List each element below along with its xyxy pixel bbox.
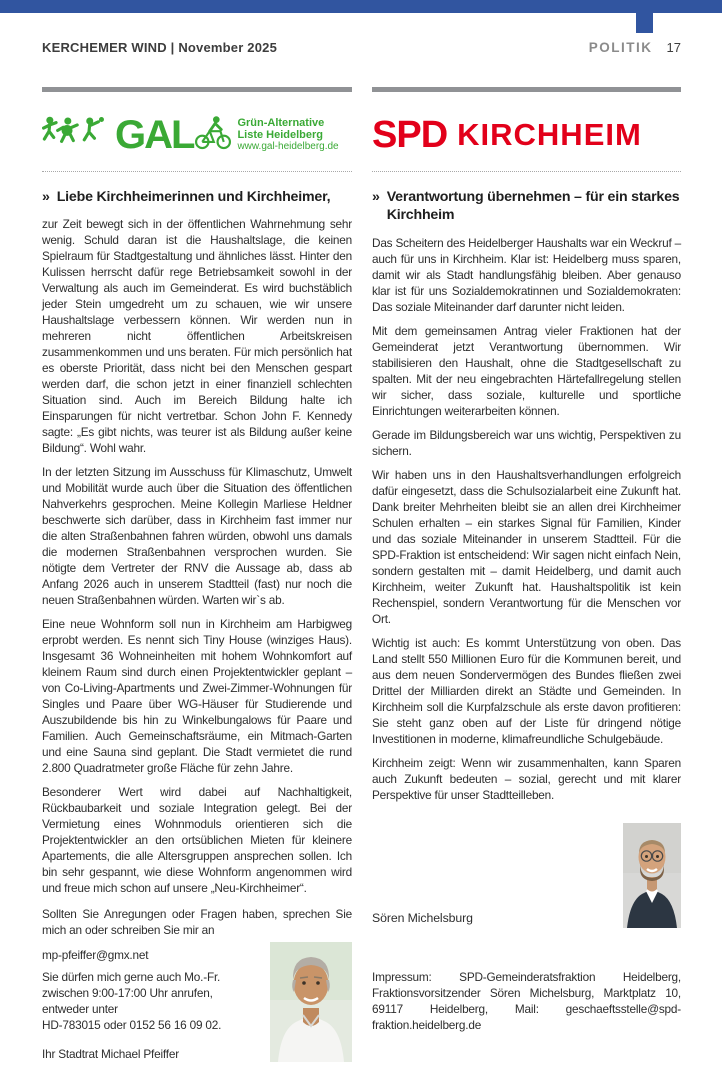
spd-logo: [372, 113, 642, 156]
article-paragraph: Kirchheim zeigt: Wenn wir zusammenhalten, kann Sparen auch Zukunft bedeuten – sozial, gerecht und mit klarer Perspektive für unser Stadtteilleben.: [372, 755, 681, 802]
contact-intro: Sollten Sie Anregungen oder Fragen haben, sprechen Sie mich an oder schreiben Sie mir an: [42, 907, 352, 938]
gal-logo: [42, 112, 352, 157]
gal-tagline-line1: Grün-Alternative: [237, 116, 325, 129]
article-paragraph: Wichtig ist auch: Es kommt Unterstützung von oben. Das Land stellt 550 Millionen Euro für die Kommunen bereit, und aus dem neuen Sondervermögen des Bundes fließen zwei Drittel der Milliarden direkt an Städte und Gemeinden. In Kirchheim soll die Kurpfalzschule als erste davon profitieren: Sie steht ganz oben auf der Liste für dringend nötige Investitionen in moderne, klimafreundliche Schulgebäude.: [372, 635, 681, 746]
headline-text: Liebe Kirchheimerinnen und Kirchheimer,: [56, 189, 331, 205]
gal-tagline-line2: Liste Heidelberg: [237, 128, 324, 141]
spd-column: [372, 82, 681, 1033]
spd-logo-block: [372, 98, 681, 172]
column-rule: [42, 87, 352, 92]
article-paragraph: Gerade im Bildungsbereich war uns wichtig, Perspektiven zu sichern.: [372, 427, 681, 458]
section-header: [589, 40, 681, 55]
author-name: Sören Michelsburg: [372, 910, 473, 925]
contact-phone-info: Sie dürfen mich gerne auch Mo.-Fr. zwischen 9:00-17:00 Uhr anrufen, entweder unter: [42, 970, 221, 1017]
gal-logo-block: [42, 98, 352, 172]
article-paragraph: Besonderer Wert wird dabei auf Nachhaltigkeit, Rückbaubarkeit und soziale Integration gelegt. Bei der Vermietung eines Wohnmoduls orientieren sich die Projektentwickler an den ortsüblichen Mieten für kleinere Apartements, die alle Altersgruppen ansprechen sollen. Ich bin sehr gespannt, wie diese Wohnform angenommen wird und freue mich schon auf unsere „Neu-Kirchheimer“.: [42, 785, 352, 896]
top-blue-tab: [636, 13, 653, 33]
article-paragraph: Eine neue Wohnform soll nun in Kirchheim am Harbigweg erprobt werden. Es nennt sich Tiny House (winziges Haus). Insgesamt 36 Wohneinheiten mit hohem Wohnkomfort auf kleinem Raum sind durch einen Projektentwickler geplant – von Co-Living-Apartments und Zwei-Zimmer-Wohnungen für Singles und Paare über WG-Häuser für Studierende und Auszubildende bis hin zu Winkelbungalows für Paare und Familien. Auch Gemeinschaftsräume, ein Mitmach-Garten und eine Sauna sind geplant. Die Stadt vermietet die rund 2.800 Quadratmeter große Fläche für zehn Jahre.: [42, 617, 352, 776]
gal-bicycle-icon: [194, 112, 232, 157]
contact-phone-numbers: HD-783015 oder 0152 56 16 09 02.: [42, 1018, 222, 1033]
headline-text: Verantwortung übernehmen – für ein starkes Kirchheim: [386, 189, 680, 224]
spd-author-row: [372, 823, 681, 933]
spd-article-body: [372, 235, 681, 803]
article-paragraph: Mit dem gemeinsamen Antrag vieler Fraktionen hat der Gemeinderat jetzt Verantwortung übernommen. Wir stabilisieren den Haushalt, ohne die Stadtgesellschaft zu spalten. Mit der neu eingebrachten Härtefallregelung stellen wir sicher, dass soziale, kulturelle und sportliche Einrichtungen weiterarbeiten können.: [372, 323, 681, 418]
top-blue-bar: [0, 0, 722, 13]
gal-children-icon: [42, 112, 114, 157]
gal-wordmark: GAL: [115, 112, 194, 157]
impressum-text: Impressum: SPD-Gemeinderatsfraktion Heidelberg, Fraktionsvorsitzender Sören Michelsburg, Marktplatz 10, 69117 Heidelberg, Mail: geschaeftsstelle@spd-fraktion.heidelberg.de: [372, 969, 681, 1032]
gal-article-body: [42, 216, 352, 896]
contact-details: [42, 942, 262, 1066]
michael-pfeiffer-photo: [270, 942, 352, 1066]
article-paragraph: Wir haben uns in den Haushaltsverhandlungen erfolgreich dafür eingesetzt, dass die Schulsozialarbeit eine Zukunft hat. Dank breiter Mehrheiten bleibt sie an allen drei Kirchheimer Schulen erhalten – ein starkes Signal für Familien, Kinder und das soziale Miteinander in unserem Stadtteil. Für die SPD-Fraktion ist entscheidend: Wir sagen nicht einfach Nein, sondern gestalten mit – damit Heidelberg, und damit auch Kirchheim, weiter Zukunft hat. Haushaltspolitik ist kein Rechenspiel, sondern Verantwortung für die Menschen vor Ort.: [372, 467, 681, 626]
spd-article-headline: [372, 188, 681, 225]
gal-article-headline: [42, 188, 352, 206]
contact-email: mp-pfeiffer@gmx.net: [42, 948, 149, 963]
headline-marker: »: [42, 189, 50, 205]
masthead: KERCHEMER WIND | November 2025: [42, 40, 278, 55]
spd-kirchheim-wordmark: KIRCHHEIM: [457, 117, 642, 152]
spd-wordmark: SPD: [372, 113, 448, 156]
headline-marker: »: [372, 189, 380, 205]
page-header: [42, 40, 681, 55]
gal-column: [42, 82, 352, 1066]
gal-tagline: [237, 117, 338, 153]
soeren-michelsburg-photo: [623, 823, 681, 933]
article-paragraph: zur Zeit bewegt sich in der öffentlichen Wahrnehmung sehr wenig. Schuld daran ist die Haushaltslage, die keinen Spielraum für Stadtgestaltung und ähnliches lässt. Hinter den Kulissen herrscht dafür rege Betriebsamkeit sowohl in der Verwaltung als auch im Gemeinderat. Es wird buchstäblich jeder Stein umgedreht um zu schauen, wie wir unsere Haushaltslage verbessern können. Wir werden nun in mehreren nicht öffentlichen Arbeitskreisen zusammenkommen und uns beraten. Für mich persönlich hat es oberste Priorität, dass nicht bei den Menschen gespart werden darf, die schon jetzt in einer finanziell schlechten Situation sind. Auch im Bereich Bildung halte ich Einsparungen für nicht vertretbar. Schon John F. Kennedy sagte: „Es gibt nichts, was teurer ist als Bildung außer keine Bildung“. Wohl wahr.: [42, 217, 352, 456]
page-number: 17: [666, 40, 681, 55]
article-paragraph: Das Scheitern des Heidelberger Haushalts war ein Weckruf – auch für uns in Kirchheim. Klar ist: Heidelberg muss sparen, damit wir als Stadt handlungsfähig bleiben. Aber genauso klar ist für uns Sozialdemokratinnen und Sozialdemokraten: Das soziale Miteinander darf darunter nicht leiden.: [372, 235, 681, 314]
gal-tagline-url: www.gal-heidelberg.de: [237, 141, 339, 153]
column-rule: [372, 87, 681, 92]
section-label: POLITIK: [588, 40, 653, 55]
contact-signature: Ihr Stadtrat Michael Pfeiffer: [42, 1047, 179, 1062]
article-paragraph: In der letzten Sitzung im Ausschuss für Klimaschutz, Umwelt und Mobilität wurde auch über die Situation des öffentlichen Nahverkehrs gesprochen. Meine Kollegin Marliese Heldner beschwerte sich darüber, dass in Kirchheim fast immer nur die alten Straßenbahnen fahren würden, obwohl uns damals die modernen Straßenbahnen versprochen wurden. Sie nötigte dem Vertreter der RNV die Aussage ab, dass ab Anfang 2026 auch in unserem Stadtteil (fast) nur noch die neuen Straßenbahnen würden. Warten wir`s ab.: [42, 465, 352, 608]
gal-contact-block: [42, 906, 352, 1066]
